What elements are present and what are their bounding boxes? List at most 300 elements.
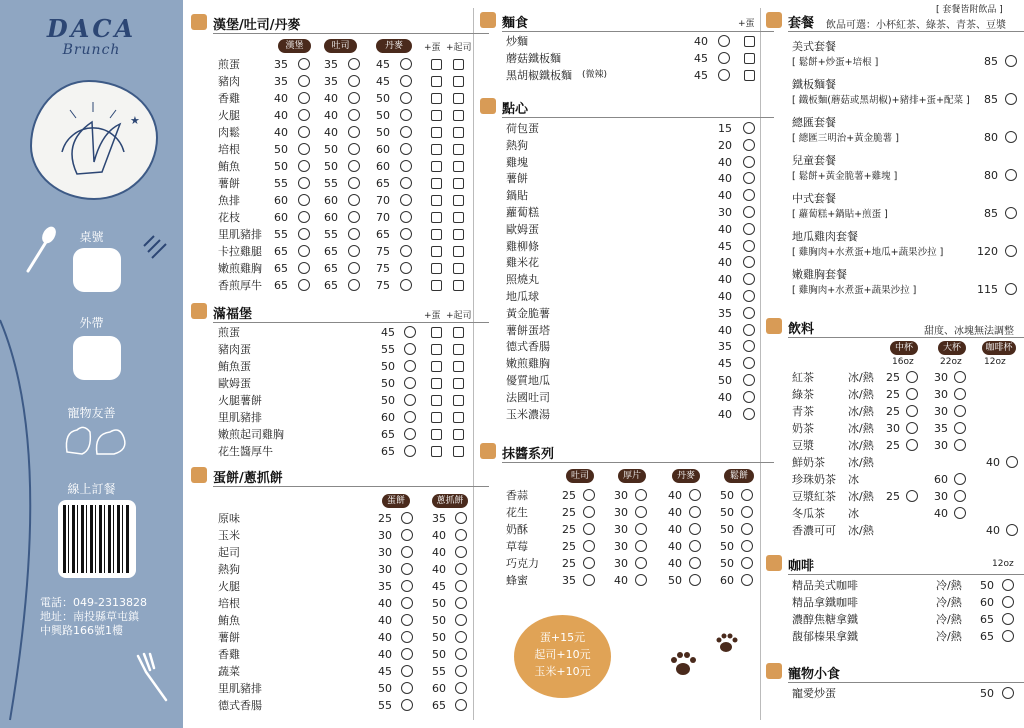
order-circle[interactable] bbox=[400, 194, 412, 206]
order-circle[interactable] bbox=[455, 580, 467, 592]
order-circle[interactable] bbox=[348, 92, 360, 104]
order-circle[interactable] bbox=[635, 489, 647, 501]
spread-col-header: 吐司 bbox=[566, 469, 594, 483]
drink-item-name: 珍珠奶茶 bbox=[792, 473, 836, 486]
order-circle[interactable] bbox=[401, 597, 413, 609]
burger-item-name: 花枝 bbox=[218, 211, 240, 224]
order-circle[interactable] bbox=[741, 523, 753, 535]
order-circle[interactable] bbox=[298, 160, 310, 172]
burger-price: 50 bbox=[274, 160, 288, 173]
add-egg-checkbox[interactable] bbox=[431, 229, 442, 240]
order-circle[interactable] bbox=[1005, 283, 1017, 295]
order-circle[interactable] bbox=[298, 143, 310, 155]
add-cheese-checkbox[interactable] bbox=[453, 246, 464, 257]
order-circle[interactable] bbox=[348, 245, 360, 257]
order-circle[interactable] bbox=[400, 177, 412, 189]
order-circle[interactable] bbox=[743, 139, 755, 151]
add-egg-checkbox[interactable] bbox=[431, 446, 442, 457]
order-circle[interactable] bbox=[298, 194, 310, 206]
add-egg-checkbox[interactable] bbox=[431, 280, 442, 291]
order-circle[interactable] bbox=[455, 682, 467, 694]
order-circle[interactable] bbox=[1002, 596, 1014, 608]
coffee-temp: 冷/熱 bbox=[936, 630, 962, 643]
order-circle[interactable] bbox=[401, 665, 413, 677]
order-circle[interactable] bbox=[741, 489, 753, 501]
spread-price: 35 bbox=[562, 574, 576, 587]
burger-price: 50 bbox=[274, 143, 288, 156]
order-circle[interactable] bbox=[348, 177, 360, 189]
order-circle[interactable] bbox=[954, 439, 966, 451]
order-circle[interactable] bbox=[298, 177, 310, 189]
order-circle[interactable] bbox=[298, 279, 310, 291]
set-item-desc: [ 雞胸肉+水煮蛋+蔬果沙拉 ] bbox=[792, 285, 917, 296]
order-circle[interactable] bbox=[348, 211, 360, 223]
muffin-price: 65 bbox=[381, 445, 395, 458]
order-circle[interactable] bbox=[954, 371, 966, 383]
order-circle[interactable] bbox=[298, 211, 310, 223]
burger-price: 50 bbox=[376, 92, 390, 105]
add-egg-checkbox[interactable] bbox=[431, 412, 442, 423]
order-circle[interactable] bbox=[401, 614, 413, 626]
crepe-price: 40 bbox=[378, 614, 392, 627]
order-circle[interactable] bbox=[743, 340, 755, 352]
order-circle[interactable] bbox=[348, 109, 360, 121]
add-egg-checkbox[interactable] bbox=[431, 361, 442, 372]
crepe-price: 30 bbox=[378, 529, 392, 542]
order-circle[interactable] bbox=[954, 405, 966, 417]
add-cheese-checkbox[interactable] bbox=[453, 361, 464, 372]
order-circle[interactable] bbox=[400, 160, 412, 172]
burger-price: 45 bbox=[376, 75, 390, 88]
order-circle[interactable] bbox=[400, 126, 412, 138]
snack-item-name: 玉米濃湯 bbox=[506, 407, 550, 421]
order-circle[interactable] bbox=[743, 324, 755, 336]
add-cheese-checkbox[interactable] bbox=[453, 110, 464, 121]
order-circle[interactable] bbox=[348, 279, 360, 291]
set-item-name: 地瓜雞肉套餐 bbox=[792, 230, 858, 243]
snack-section-title: 點心 bbox=[502, 102, 529, 117]
burger-item-name: 香煎厚牛 bbox=[218, 279, 262, 292]
order-circle[interactable] bbox=[954, 490, 966, 502]
order-circle[interactable] bbox=[348, 126, 360, 138]
order-circle[interactable] bbox=[1006, 524, 1018, 536]
drink-price: 25 bbox=[886, 405, 900, 418]
spread-section-title-rule bbox=[502, 462, 774, 463]
burger-price: 65 bbox=[324, 262, 338, 275]
order-circle[interactable] bbox=[689, 523, 701, 535]
order-circle[interactable] bbox=[1005, 245, 1017, 257]
add-egg-checkbox[interactable] bbox=[431, 144, 442, 155]
order-circle[interactable] bbox=[400, 58, 412, 70]
add-egg-checkbox[interactable] bbox=[431, 161, 442, 172]
burger-price: 65 bbox=[274, 262, 288, 275]
crepe-item-name: 玉米 bbox=[218, 529, 240, 542]
spread-price: 40 bbox=[668, 489, 682, 502]
add-cheese-checkbox[interactable] bbox=[453, 127, 464, 138]
burger-item-name: 煎蛋 bbox=[218, 58, 240, 71]
order-circle[interactable] bbox=[401, 699, 413, 711]
drink-temp: 冰/熱 bbox=[848, 439, 874, 452]
order-circle[interactable] bbox=[743, 122, 755, 134]
snack-price: 30 bbox=[718, 206, 732, 219]
order-circle[interactable] bbox=[1005, 169, 1017, 181]
order-circle[interactable] bbox=[404, 326, 416, 338]
add-cheese-checkbox[interactable] bbox=[453, 378, 464, 389]
add-cheese-checkbox[interactable] bbox=[453, 446, 464, 457]
order-circle[interactable] bbox=[635, 557, 647, 569]
add-egg-checkbox[interactable] bbox=[744, 53, 755, 64]
set-item-desc: [ 蘿蔔糕+鍋貼+煎蛋 ] bbox=[792, 209, 888, 220]
add-egg-checkbox[interactable] bbox=[431, 429, 442, 440]
order-circle[interactable] bbox=[1006, 456, 1018, 468]
add-cheese-checkbox[interactable] bbox=[453, 212, 464, 223]
drink-price: 40 bbox=[986, 524, 1000, 537]
burger-item-name: 培根 bbox=[218, 143, 240, 156]
order-circle[interactable] bbox=[1005, 131, 1017, 143]
snack-price: 45 bbox=[718, 357, 732, 371]
order-circle[interactable] bbox=[906, 422, 918, 434]
order-circle[interactable] bbox=[743, 408, 755, 420]
add-cheese-checkbox[interactable] bbox=[453, 59, 464, 70]
order-circle[interactable] bbox=[906, 388, 918, 400]
order-circle[interactable] bbox=[583, 506, 595, 518]
burger-price: 60 bbox=[274, 194, 288, 207]
drink-col-header: 大杯 bbox=[938, 341, 966, 355]
burger-price: 40 bbox=[324, 126, 338, 139]
order-circle[interactable] bbox=[348, 160, 360, 172]
set-item-name: 兒童套餐 bbox=[792, 154, 836, 167]
muffin-item-name: 火腿薯餅 bbox=[218, 394, 262, 407]
burger-price: 50 bbox=[376, 126, 390, 139]
order-circle[interactable] bbox=[401, 631, 413, 643]
order-circle[interactable] bbox=[689, 540, 701, 552]
order-circle[interactable] bbox=[404, 377, 416, 389]
order-circle[interactable] bbox=[400, 211, 412, 223]
order-circle[interactable] bbox=[1002, 613, 1014, 625]
order-circle[interactable] bbox=[455, 512, 467, 524]
crepe-item-name: 起司 bbox=[218, 546, 240, 559]
qr-code[interactable] bbox=[58, 500, 136, 578]
drink-item-name: 冬瓜茶 bbox=[792, 507, 825, 520]
snack-price: 20 bbox=[718, 138, 732, 152]
crepe-item-name: 里肌豬排 bbox=[218, 682, 262, 695]
order-circle[interactable] bbox=[954, 507, 966, 519]
order-circle[interactable] bbox=[404, 445, 416, 457]
coffee-temp: 冷/熱 bbox=[936, 596, 962, 609]
order-circle[interactable] bbox=[583, 540, 595, 552]
set-item-desc: [ 鐵板麵(蘑菇或黑胡椒)+豬排+蛋+配菜 ] bbox=[792, 95, 970, 106]
burger-price: 55 bbox=[274, 228, 288, 241]
order-circle[interactable] bbox=[583, 574, 595, 586]
order-circle[interactable] bbox=[348, 75, 360, 87]
order-circle[interactable] bbox=[1005, 55, 1017, 67]
order-circle[interactable] bbox=[743, 189, 755, 201]
add-cheese-checkbox[interactable] bbox=[453, 280, 464, 291]
order-circle[interactable] bbox=[455, 648, 467, 660]
order-circle[interactable] bbox=[743, 391, 755, 403]
order-circle[interactable] bbox=[635, 523, 647, 535]
order-circle[interactable] bbox=[1002, 687, 1014, 699]
crepe-price: 30 bbox=[378, 563, 392, 576]
burger-price: 65 bbox=[324, 245, 338, 258]
add-egg-checkbox[interactable] bbox=[431, 263, 442, 274]
order-circle[interactable] bbox=[583, 557, 595, 569]
coffee-temp: 冷/熱 bbox=[936, 579, 962, 592]
snack-price: 40 bbox=[718, 222, 732, 236]
order-circle[interactable] bbox=[455, 529, 467, 541]
order-circle[interactable] bbox=[741, 540, 753, 552]
add-cheese-checkbox[interactable] bbox=[453, 76, 464, 87]
order-circle[interactable] bbox=[1005, 93, 1017, 105]
order-circle[interactable] bbox=[298, 262, 310, 274]
spread-price: 50 bbox=[720, 489, 734, 502]
snack-price: 45 bbox=[718, 239, 732, 253]
order-circle[interactable] bbox=[741, 574, 753, 586]
add-egg-checkbox[interactable] bbox=[744, 36, 755, 47]
order-circle[interactable] bbox=[741, 557, 753, 569]
order-circle[interactable] bbox=[741, 506, 753, 518]
order-circle[interactable] bbox=[404, 411, 416, 423]
order-circle[interactable] bbox=[455, 614, 467, 626]
order-circle[interactable] bbox=[348, 262, 360, 274]
add-on-promo-badge bbox=[514, 615, 611, 698]
order-circle[interactable] bbox=[404, 360, 416, 372]
add-egg-checkbox[interactable] bbox=[431, 93, 442, 104]
add-cheese-checkbox[interactable] bbox=[453, 178, 464, 189]
add-egg-checkbox[interactable] bbox=[431, 127, 442, 138]
add-egg-checkbox[interactable] bbox=[431, 395, 442, 406]
crepe-item-name: 鮪魚 bbox=[218, 614, 240, 627]
order-circle[interactable] bbox=[455, 699, 467, 711]
order-circle[interactable] bbox=[401, 529, 413, 541]
order-circle[interactable] bbox=[404, 428, 416, 440]
add-cheese-checkbox[interactable] bbox=[453, 327, 464, 338]
order-circle[interactable] bbox=[348, 58, 360, 70]
add-egg-checkbox[interactable] bbox=[431, 246, 442, 257]
drink-temp: 冰 bbox=[848, 507, 859, 520]
order-circle[interactable] bbox=[401, 563, 413, 575]
crepe-price: 50 bbox=[432, 614, 446, 627]
order-circle[interactable] bbox=[718, 35, 730, 47]
add-egg-checkbox[interactable] bbox=[431, 178, 442, 189]
drink-price: 30 bbox=[934, 388, 948, 401]
order-circle[interactable] bbox=[348, 143, 360, 155]
order-circle[interactable] bbox=[455, 631, 467, 643]
add-cheese-checkbox[interactable] bbox=[453, 195, 464, 206]
snack-item-name: 荷包蛋 bbox=[506, 122, 539, 135]
order-circle[interactable] bbox=[743, 206, 755, 218]
add-cheese-checkbox[interactable] bbox=[453, 229, 464, 240]
order-circle[interactable] bbox=[400, 262, 412, 274]
order-circle[interactable] bbox=[689, 506, 701, 518]
order-circle[interactable] bbox=[400, 75, 412, 87]
add-egg-checkbox[interactable] bbox=[744, 70, 755, 81]
order-circle[interactable] bbox=[635, 574, 647, 586]
order-circle[interactable] bbox=[400, 245, 412, 257]
order-circle[interactable] bbox=[298, 245, 310, 257]
drink-item-name: 奶茶 bbox=[792, 422, 814, 435]
order-circle[interactable] bbox=[400, 92, 412, 104]
add-cheese-checkbox[interactable] bbox=[453, 344, 464, 355]
crepe-price: 50 bbox=[432, 597, 446, 610]
spread-price: 30 bbox=[614, 557, 628, 570]
add-cheese-checkbox[interactable] bbox=[453, 395, 464, 406]
address-line1: 地址：南投縣草屯鎮 bbox=[40, 610, 139, 623]
burger-price: 65 bbox=[376, 228, 390, 241]
snack-price: 40 bbox=[718, 290, 732, 303]
order-circle[interactable] bbox=[1002, 579, 1014, 591]
add-egg-checkbox[interactable] bbox=[431, 344, 442, 355]
order-circle[interactable] bbox=[400, 279, 412, 291]
order-circle[interactable] bbox=[906, 405, 918, 417]
drink-item-name: 豆漿 bbox=[792, 439, 814, 452]
order-circle[interactable] bbox=[455, 546, 467, 558]
add-egg-checkbox[interactable] bbox=[431, 59, 442, 70]
muffin-section-title-rule bbox=[213, 322, 489, 323]
drink-temp: 冰/熱 bbox=[848, 422, 874, 435]
order-circle[interactable] bbox=[298, 228, 310, 240]
order-circle[interactable] bbox=[404, 394, 416, 406]
burger-price: 65 bbox=[376, 177, 390, 190]
crepe-price: 50 bbox=[432, 631, 446, 644]
order-circle[interactable] bbox=[906, 371, 918, 383]
set-price: 120 bbox=[977, 245, 998, 258]
brand-logo: DACA bbox=[46, 14, 137, 43]
order-circle[interactable] bbox=[689, 574, 701, 586]
order-circle[interactable] bbox=[743, 290, 755, 302]
order-circle[interactable] bbox=[348, 194, 360, 206]
burger-item-name: 里肌豬排 bbox=[218, 228, 262, 241]
online-order-label: 線上訂餐 bbox=[67, 482, 116, 496]
burger-price: 50 bbox=[376, 109, 390, 122]
order-circle[interactable] bbox=[689, 489, 701, 501]
order-circle[interactable] bbox=[743, 240, 755, 252]
drink-price: 40 bbox=[986, 456, 1000, 469]
order-circle[interactable] bbox=[635, 506, 647, 518]
add-egg-checkbox[interactable] bbox=[431, 110, 442, 121]
promo-corn: 玉米+10元 bbox=[534, 665, 591, 678]
add-cheese-checkbox[interactable] bbox=[453, 412, 464, 423]
burger-icon bbox=[191, 14, 207, 30]
order-circle[interactable] bbox=[1002, 630, 1014, 642]
order-circle[interactable] bbox=[401, 580, 413, 592]
order-circle[interactable] bbox=[455, 665, 467, 677]
set-item-name: 嫩雞胸套餐 bbox=[792, 268, 847, 281]
order-circle[interactable] bbox=[583, 489, 595, 501]
add-egg-checkbox[interactable] bbox=[431, 212, 442, 223]
order-circle[interactable] bbox=[401, 682, 413, 694]
drink-temp: 冰 bbox=[848, 473, 859, 486]
order-circle[interactable] bbox=[906, 490, 918, 502]
snack-price: 40 bbox=[718, 155, 732, 169]
burger-col-header: 丹麥 bbox=[376, 39, 412, 53]
order-circle[interactable] bbox=[954, 388, 966, 400]
logo-emblem bbox=[30, 80, 158, 200]
order-circle[interactable] bbox=[583, 523, 595, 535]
order-circle[interactable] bbox=[298, 126, 310, 138]
order-circle[interactable] bbox=[298, 75, 310, 87]
add-egg-header: +蛋 bbox=[424, 311, 441, 321]
burger-price: 70 bbox=[376, 211, 390, 224]
drink-price: 40 bbox=[934, 507, 948, 520]
crepe-item-name: 原味 bbox=[218, 512, 240, 525]
add-egg-checkbox[interactable] bbox=[431, 327, 442, 338]
order-circle[interactable] bbox=[743, 172, 755, 184]
burger-item-name: 豬肉 bbox=[218, 75, 240, 88]
takeout-box[interactable] bbox=[73, 336, 121, 380]
add-egg-checkbox[interactable] bbox=[431, 76, 442, 87]
order-circle[interactable] bbox=[1005, 207, 1017, 219]
add-cheese-checkbox[interactable] bbox=[453, 161, 464, 172]
muffin-price: 50 bbox=[381, 377, 395, 390]
order-circle[interactable] bbox=[401, 546, 413, 558]
order-circle[interactable] bbox=[400, 143, 412, 155]
order-circle[interactable] bbox=[906, 439, 918, 451]
order-circle[interactable] bbox=[298, 92, 310, 104]
add-cheese-checkbox[interactable] bbox=[453, 263, 464, 274]
table-number-box[interactable] bbox=[73, 248, 121, 292]
add-cheese-checkbox[interactable] bbox=[453, 144, 464, 155]
add-cheese-checkbox[interactable] bbox=[453, 93, 464, 104]
muffin-price: 65 bbox=[381, 428, 395, 441]
drink-size-label: 22oz bbox=[940, 357, 962, 367]
spread-col-header: 鬆餅 bbox=[724, 469, 754, 483]
order-circle[interactable] bbox=[743, 156, 755, 168]
order-circle[interactable] bbox=[455, 563, 467, 575]
coffee-item-name: 馥郁榛果拿鐵 bbox=[792, 630, 858, 643]
order-circle[interactable] bbox=[400, 109, 412, 121]
order-circle[interactable] bbox=[743, 273, 755, 285]
coffee-size-label: 12oz bbox=[992, 559, 1014, 569]
coffee-item-name: 濃醇焦糖拿鐵 bbox=[792, 613, 858, 626]
order-circle[interactable] bbox=[400, 228, 412, 240]
burger-price: 55 bbox=[324, 177, 338, 190]
order-circle[interactable] bbox=[743, 223, 755, 235]
snack-price: 40 bbox=[718, 256, 732, 270]
muffin-price: 60 bbox=[381, 411, 395, 424]
add-egg-checkbox[interactable] bbox=[431, 378, 442, 389]
add-egg-checkbox[interactable] bbox=[431, 195, 442, 206]
noodle-item-name: 蘑菇鐵板麵 bbox=[506, 52, 561, 65]
noodle-price: 45 bbox=[694, 52, 708, 65]
order-circle[interactable] bbox=[635, 540, 647, 552]
order-circle[interactable] bbox=[954, 473, 966, 485]
order-circle[interactable] bbox=[718, 52, 730, 64]
order-circle[interactable] bbox=[404, 343, 416, 355]
crepe-price: 25 bbox=[378, 512, 392, 525]
order-circle[interactable] bbox=[298, 58, 310, 70]
order-circle[interactable] bbox=[401, 512, 413, 524]
order-circle[interactable] bbox=[743, 357, 755, 369]
order-circle[interactable] bbox=[401, 648, 413, 660]
order-circle[interactable] bbox=[954, 422, 966, 434]
order-circle[interactable] bbox=[455, 597, 467, 609]
order-circle[interactable] bbox=[298, 109, 310, 121]
drink-section-title-rule bbox=[788, 337, 1024, 338]
spread-item-name: 巧克力 bbox=[506, 557, 539, 570]
order-circle[interactable] bbox=[743, 256, 755, 268]
order-circle[interactable] bbox=[718, 69, 730, 81]
order-circle[interactable] bbox=[743, 374, 755, 386]
order-circle[interactable] bbox=[689, 557, 701, 569]
drink-icon bbox=[766, 318, 782, 334]
order-circle[interactable] bbox=[743, 307, 755, 319]
spread-price: 25 bbox=[562, 523, 576, 536]
muffin-item-name: 花生醬厚牛 bbox=[218, 445, 273, 458]
order-circle[interactable] bbox=[348, 228, 360, 240]
add-cheese-checkbox[interactable] bbox=[453, 429, 464, 440]
burger-item-name: 香雞 bbox=[218, 92, 240, 105]
